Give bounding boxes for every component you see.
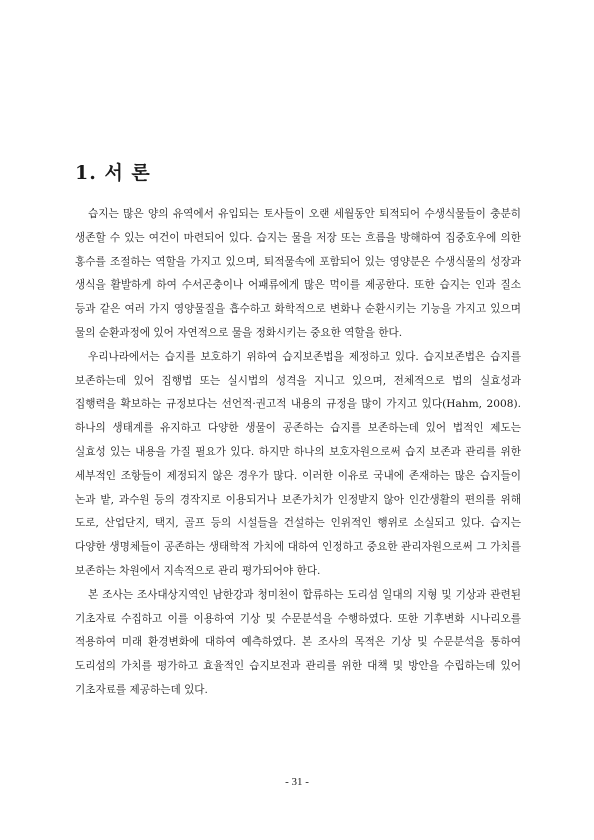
body-text [75,203,521,703]
section-heading: 1. 서 론 [75,162,151,184]
paragraph-study-purpose: 본 조사는 조사대상지역인 남한강과 청미천이 합류하는 도리섬 일대의 지형 및 기상과 관련된 기초자료 수집하고 이를 이용하여 기상 및 수문분석을 수행하였다. 또한 기후변화 시나리오를 적용하여 미래 환경변화에 대하여 예측하였다. 본 조사의 목적은 기상 및 수문분석을 통하여 도리섬의 가치를 평가하고 효율적인 습지보전과 관리를 위한 대책 및 방안을 수립하는데 있어 기초자료를 제공하는데 있다. [75,588,521,696]
paragraph-wetland-functions: 습지는 많은 양의 유역에서 유입되는 토사들이 오랜 세월동안 퇴적되어 수생식물들이 충분히 생존할 수 있는 여건이 마련되어 있다. 습지는 물을 저장 또는 흐름을 방해하여 집중호우에 의한 홍수를 조절하는 역할을 가지고 있으며, 퇴적물속에 포함되어 있는 영양분은 수생식물의 성장과 생식을 활발하게 하여 수서곤충이나 어패류에게 많은 먹이를 제공한다. 또한 습지는 인과 질소 등과 같은 여러 가지 영양물질을 흡수하고 화학적으로 변화나 순환시키는 기능을 가지고 있으며 물의 순환과정에 있어 자연적으로 물을 정화시키는 중요한 역할을 한다. [75,208,521,339]
page-number: - 31 - [285,776,309,788]
paragraph-wetland-conservation-law: 우리나라에서는 습지를 보호하기 위하여 습지보존법을 제정하고 있다. 습지보존법은 습지를 보존하는데 있어 집행법 또는 실시법의 성격을 지니고 있으며, 전체적으로 법의 실효성과 집행력을 확보하는 규정보다는 선언적·권고적 내용의 규정을 많이 가지고 있다(Hahm, 2008). 하나의 생태계를 유지하고 다양한 생물이 공존하는 습지를 보존하는데 있어 법적인 제도는 실효성 있는 내용을 가질 필요가 있다. 하지만 하나의 보호자원으로써 습지 보존과 관리를 위한 세부적인 조항들이 제정되지 않은 경우가 많다. 이러한 이유로 국내에 존재하는 많은 습지들이 논과 밭, 과수원 등의 경작지로 이용되거나 보존가치가 인정받지 않아 인간생활의 편의를 위해 도로, 산업단지, 택지, 골프 등의 시설들을 건설하는 인위적인 행위로 소실되고 있다. 습지는 다양한 생명체들이 공존하는 생태학적 가치에 대하여 인정하고 중요한 관리자원으로써 그 가치를 보존하는 차원에서 지속적으로 관리 평가되어야 한다. [75,350,521,577]
